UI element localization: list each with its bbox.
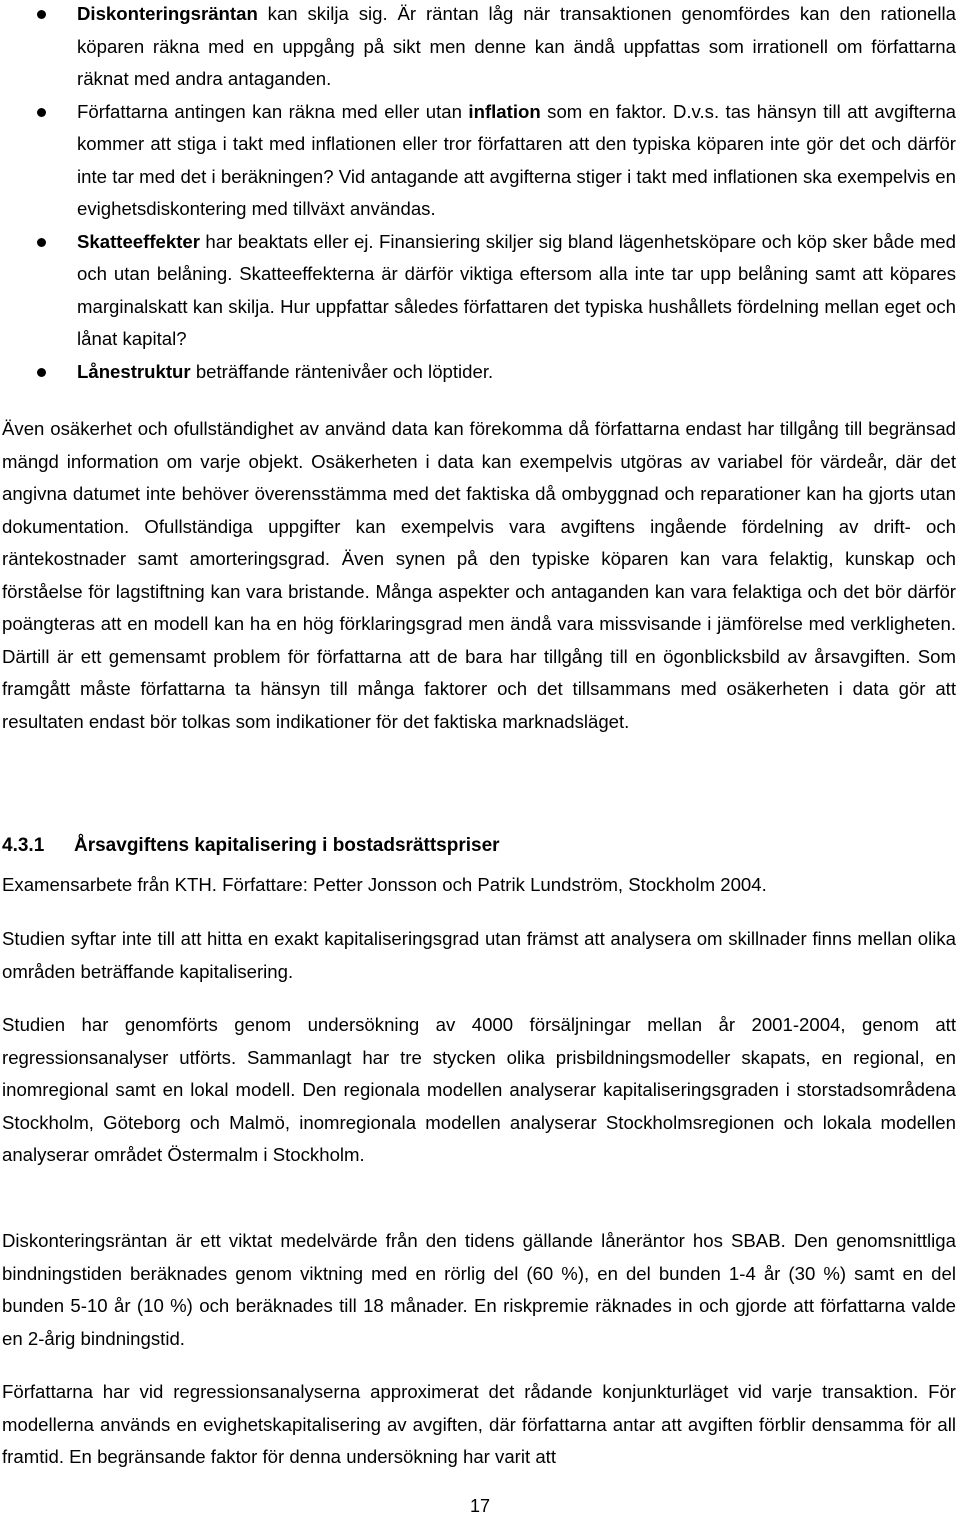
paragraph-uncertainty: Även osäkerhet och ofullständighet av använd data kan förekomma då författarna endast har tillgång till begränsad mängd information om varje objekt. Osäkerheten i data kan exempelvis utgöras av variabel för värdeår, där det angivna datumet inte behöver överensstämma med det faktiska då ombyggnad och reparationer kan ha gjorts utan dokumentation. Ofullständiga uppgifter kan exempelvis vara avgiftens ingående fördelning av drift- och räntekostnader samt amorteringsgrad. Även synen på den typiske köparen kan vara felaktig, kunskap och förståelse för lagstiftning kan vara bristande. Många aspekter och antaganden kan vara felaktiga och det bör därför poängteras att en modell kan ha en hög förklaringsgrad men ändå vara missvisande i jämförelse med verkligheten. Därtill är ett gemensamt problem för författarna att de bara har tillgång till en ögonblicksbild av årsavgiften. Som framgått måste författarna ta hänsyn till många faktorer och det tillsammans med osäkerheten i data gör att resultaten endast bör tolkas som indikationer för det faktiska marknadsläget. <box>2 418 956 732</box>
bullet-text: har beaktats eller ej. Finansiering skiljer sig bland lägenhetsköpare och köp sker både med och utan belåning. Skatteeffekterna är därför viktiga eftersom alla inte tar upp belåning samt att köpares marginalskatt kan skilja. Hur uppfattar således författaren det typiska hushållets fördelning mellan eget och lånat kapital? <box>77 230 956 349</box>
section-number: 4.3.1 <box>2 835 45 856</box>
list-item <box>0 0 960 96</box>
bullet-text: kan skilja sig. Är räntan låg när transaktionen genomfördes kan den rationella köparen räkna med en uppgång på sikt men denne kan ändå uppfattas som irrationell om författarna räknat med andra antaganden. <box>77 3 956 89</box>
bullet-lead: Skatteeffekter <box>77 230 200 252</box>
bullet-text: beträffande räntenivåer och löptider. <box>190 360 494 382</box>
paragraph-method: Studien har genomförts genom undersökning av 4000 försäljningar mellan år 2001-2004, genom att regressionsanalyser utförts. Sammanlagt har tre stycken olika prisbildningsmodeller skapats, en regional, en inomregional samt en lokal modell. Den regionala modellen analyserar kapitaliseringsgraden i storstadsområdena Stockholm, Göteborg och Malmö, inomregionala modellen analyserar Stockholmsregionen och lokala modellen analyserar området Östermalm i Stockholm. <box>2 1014 956 1165</box>
paragraph-source: Examensarbete från KTH. Författare: Petter Jonsson och Patrik Lundström, Stockholm 2004. <box>2 874 767 895</box>
list-item <box>0 96 960 226</box>
paragraph-regression: Författarna har vid regressionsanalyserna approximerat det rådande konjunkturläget vid varje transaktion. För modellerna används en evighetskapitalisering av avgiften, där författarna antar att avgiften förblir densamma för all framtid. En begränsande faktor för denna undersökning har varit att <box>2 1381 956 1467</box>
bullet-icon <box>37 108 46 117</box>
bullet-lead: Lånestruktur <box>77 360 191 382</box>
bullet-list <box>0 0 960 388</box>
bullet-icon <box>37 368 46 377</box>
page-number: 17 <box>469 1496 491 1516</box>
list-item <box>0 356 960 389</box>
paragraph-discount-rate: Diskonteringsräntan är ett viktat medelvärde från den tidens gällande låneräntor hos SBAB. Den genomsnittliga bindningstiden beräknades genom viktning med en rörlig del (60 %), en del bunden 1-4 år (30 %) samt en del bunden 5-10 år (10 %) och beräknades till 18 månader. En riskpremie räknades in och gjorde att författarna valde en 2-årig bindningstid. <box>2 1230 956 1349</box>
paragraph-purpose: Studien syftar inte till att hitta en exakt kapitaliseringsgrad utan främst att analysera om skillnader finns mellan olika områden beträffande kapitalisering. <box>2 928 956 982</box>
bullet-text: som en faktor. D.v.s. tas hänsyn till att avgifterna kommer att stiga i takt med inflationen eller tror författaren att den typiska köparen inte gör det och därför inte tar med det i beräkningen? Vid antagande att avgifterna stiger i takt med inflationen ska exempelvis en evighetsdiskontering med tillväxt användas. <box>77 100 956 219</box>
section-heading <box>2 830 500 862</box>
section-title: Årsavgiftens kapitalisering i bostadsrättspriser <box>74 835 500 856</box>
bullet-icon <box>37 10 46 19</box>
bullet-bold-term: inflation <box>468 100 541 122</box>
bullet-lead: Diskonteringsräntan <box>77 3 258 24</box>
list-item <box>0 226 960 356</box>
bullet-text: Författarna antingen kan räkna med eller utan <box>77 100 469 122</box>
bullet-icon <box>37 238 46 247</box>
